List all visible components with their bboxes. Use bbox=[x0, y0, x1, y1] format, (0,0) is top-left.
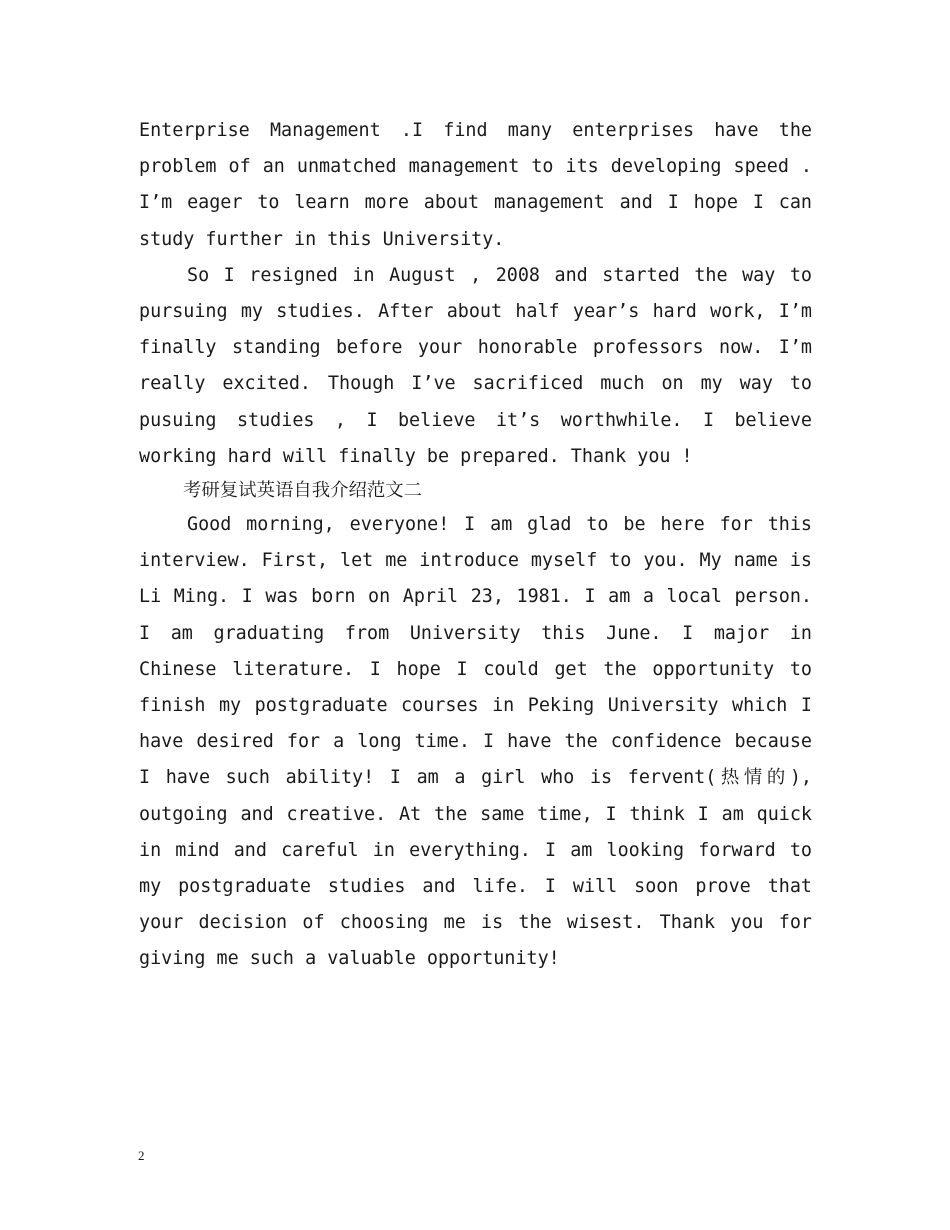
paragraph-management: Enterprise Management .I find many enterprises have the problem of an unmatched management to its developing speed . I’m eager to learn more about management and I hope I can study further in this University. bbox=[139, 120, 812, 250]
section-heading: 考研复试英语自我介绍范文二 bbox=[183, 480, 423, 502]
page-number: 2 bbox=[138, 1148, 145, 1163]
paragraph-self-introduction: Good morning, everyone! I am glad to be here for this interview. First, let me introduce myself to you. My name is Li Ming. I was born on April 23, 1981. I am a local person. I am graduating from University this June. I major in Chinese literature. I hope I could get the opportunity to finish my postgraduate courses in Peking University which I have desired for a long time. I have the confidence because I have such ability! I am a girl who is fervent(热情的), outgoing and creative. At the same time, I think I am quick in mind and careful in everything. I am looking forward to my postgraduate studies and life. I will soon prove that your decision of choosing me is the wisest. Thank you for giving me such a valuable opportunity! bbox=[139, 514, 812, 970]
paragraph-resignation: So I resigned in August , 2008 and started the way to pursuing my studies. After about half year’s hard work, I’m finally standing before your honorable professors now. I’m really excited. Though I’ve sacrificed much on my way to pusuing studies , I believe it’s worthwhile. I believe working hard will finally be prepared. Thank you ! bbox=[139, 264, 812, 467]
document-body bbox=[139, 113, 812, 978]
